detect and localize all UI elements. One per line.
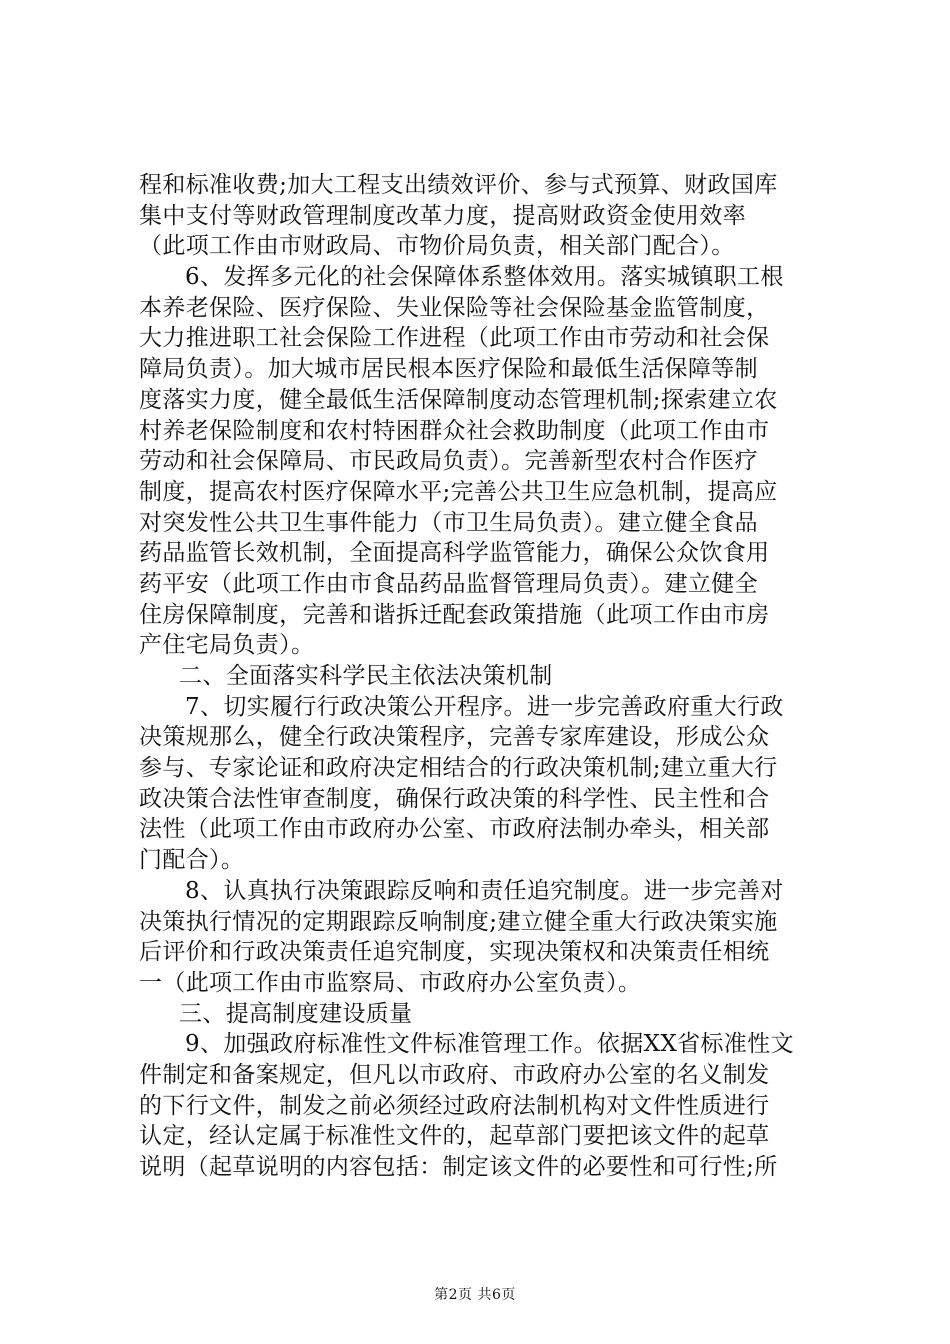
text-line: 产住宅局负责）。 bbox=[139, 632, 315, 659]
text-line: 政决策合法性审查制度，确保行政决策的科学性、民主性和合 bbox=[139, 785, 770, 812]
text-line: 法性（此项工作由市政府办公室、市政府法制办牵头，相关部 bbox=[139, 816, 770, 843]
text-line: 程和标准收费;加大工程支出绩效评价、参与式预算、财政国库 bbox=[139, 172, 778, 198]
text-line: 后评价和行政决策责任追究制度，实现决策权和决策责任相统 bbox=[139, 939, 770, 966]
paragraph-6-start: 6、发挥多元化的社会保障体系整体效用。落实城镇职工根 bbox=[185, 264, 784, 291]
text-line: 劳动和社会保障局、市民政局负责）。完善新型农村合作医疗 bbox=[139, 448, 758, 475]
text-line: 村养老保险制度和农村特困群众社会救助制度（此项工作由市 bbox=[139, 417, 770, 444]
paragraph-7-start: 7、切实履行行政决策公开程序。进一步完善政府重大行政 bbox=[185, 693, 784, 720]
text-line: 药平安（此项工作由市食品药品监督管理局负责）。建立健全 bbox=[139, 570, 758, 597]
text-line: （此项工作由市财政局、市物价局负责，相关部门配合）。 bbox=[139, 233, 735, 260]
text-line: 参与、专家论证和政府决定相结合的行政决策机制;建立重大行 bbox=[139, 755, 778, 782]
paragraph-8-start: 8、认真执行决策跟踪反响和责任追究制度。进一步完善对 bbox=[185, 877, 784, 904]
text-line: 度落实力度，健全最低生活保障制度动态管理机制;探索建立农 bbox=[139, 386, 778, 413]
text-line: 门配合）。 bbox=[139, 847, 245, 874]
text-line: 一（此项工作由市监察局、市政府办公室负责）。 bbox=[139, 969, 642, 996]
section-heading-2: 二、全面落实科学民主依法决策机制 bbox=[179, 663, 553, 689]
text-line: 制度，提高农村医疗保障水平;完善公共卫生应急机制，提高应 bbox=[139, 478, 778, 505]
paragraph-9-start: 9、加强政府标准性文件标准管理工作。依据XX省标准性文 bbox=[185, 1031, 794, 1058]
text-line: 本养老保险、医疗保险、失业保险等社会保险基金监管制度， bbox=[139, 294, 770, 321]
text-line: 障局负责）。加大城市居民根本医疗保险和最低生活保障等制 bbox=[139, 356, 758, 383]
document-body bbox=[139, 170, 829, 1183]
text-line: 认定，经认定属于标准性文件的，起草部门要把该文件的起草 bbox=[139, 1123, 770, 1150]
page-number-footer: 第2页 共6页 bbox=[434, 1287, 516, 1303]
section-heading-3: 三、提高制度建设质量 bbox=[179, 1000, 413, 1027]
text-line: 集中支付等财政管理制度改革力度，提高财政资金使用效率 bbox=[139, 202, 747, 229]
text-line: 说明（起草说明的内容包括：制定该文件的必要性和可行性;所 bbox=[139, 1154, 778, 1180]
text-line: 住房保障制度，完善和谐拆迁配套政策措施（此项工作由市房 bbox=[139, 601, 770, 628]
text-line: 药品监管长效机制，全面提高科学监管能力，确保公众饮食用 bbox=[139, 540, 770, 567]
text-line: 件制定和备案规定，但凡以市政府、市政府办公室的名义制发 bbox=[139, 1061, 770, 1088]
text-line: 决策规那么，健全行政决策程序，完善专家库建设，形成公众 bbox=[139, 724, 770, 751]
text-line: 大力推进职工社会保险工作进程（此项工作由市劳动和社会保 bbox=[139, 325, 770, 352]
text-line: 对突发性公共卫生事件能力（市卫生局负责）。建立健全食品 bbox=[139, 509, 758, 536]
text-line: 决策执行情况的定期跟踪反响制度;建立健全重大行政决策实施 bbox=[139, 908, 778, 935]
text-line: 的下行文件，制发之前必须经过政府法制机构对文件性质进行 bbox=[139, 1092, 770, 1119]
